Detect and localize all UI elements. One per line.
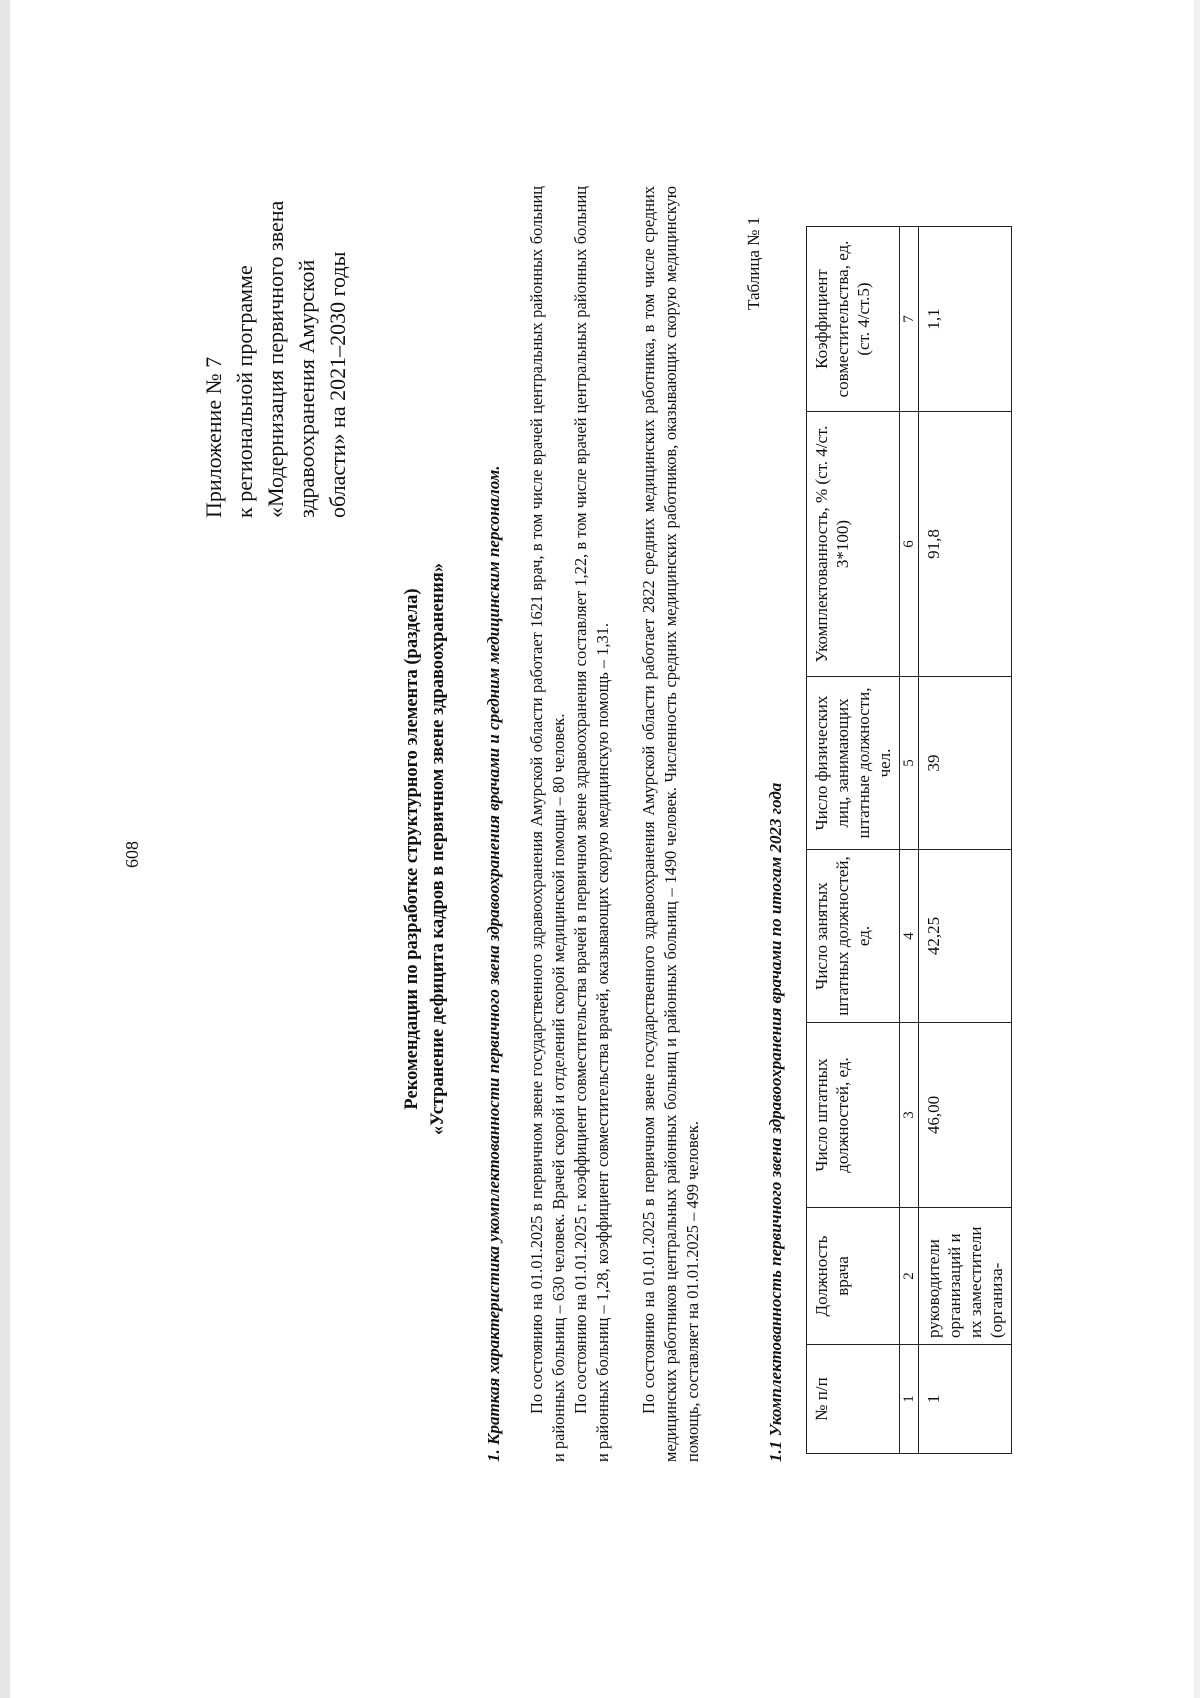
header-cell: № п/п [807, 1345, 900, 1454]
table-cell: руководители организаций и их заместители (организа- [919, 1208, 1012, 1345]
header-cell: Число штатных должностей, ед. [807, 1023, 900, 1208]
document-subtitle: «Устранение дефицита кадров в первичном звене здравоохранения» [428, 562, 448, 1136]
table-subheading: 1.1 Укомплектованность первичного звена здравоохранения врачами по итогам 2023 года [766, 782, 785, 1462]
table-cell: 91,8 [919, 412, 1012, 677]
table-cell: 1 [919, 1345, 1012, 1454]
table-header-row [807, 227, 900, 1454]
column-number-cell: 5 [900, 677, 919, 850]
column-number-cell: 3 [900, 1023, 919, 1208]
table-cell: 39 [919, 677, 1012, 850]
appendix-line: здравоохранения Амурской [294, 259, 319, 518]
table-number: Таблица № 1 [744, 216, 763, 310]
header-cell: Коэффициент совместительства, ед. (ст. 4/ст.5) [807, 227, 900, 412]
table-cell: 1,1 [919, 227, 1012, 412]
appendix-line: области» на 2021–2030 годы [325, 251, 350, 518]
header-cell: Число занятых штатных должностей, ед. [807, 850, 900, 1023]
document-title: Рекомендации по разработке структурного элемента (раздела) [402, 588, 422, 1110]
table-cell: 42,25 [919, 850, 1012, 1023]
paragraph-doctors: По состоянию на 01.01.2025 в первичном звене государственного здравоохранения Амурской области работает 1621 врач, в том числе врачей центральных районных больниц и районных больниц – 630 человек. Врачей скорой и отделений скорой медицинской помощи – 80 человек. [527, 186, 568, 1462]
column-number-cell: 7 [900, 227, 919, 412]
appendix-line: к региональной программе [232, 265, 257, 518]
paragraph-coefficient: По состоянию на 01.01.2025 г. коэффициент совместительства врачей в первичном звене здравоохранения составляет 1,22, в том числе врачей центральных районных больниц и районных больниц – 1,28, коэффициент совместительства врачей, оказывающих скорую медицинскую помощь – 1,31. [571, 186, 612, 1462]
table-cell: 46,00 [919, 1023, 1012, 1208]
column-number-cell: 4 [900, 850, 919, 1023]
paragraph-nurses: По состоянию на 01.01.2025 в первичном звене государственного здравоохранения Амурской области работает 2822 средних медицинских работника, в том числе средних медицинских работников центральных районных больниц и районных больниц – 1490 человек. Численность средних медицинских работников, оказывающих скорую медицинскую помощь, составляет на 01.01.2025 – 499 человек. [639, 186, 702, 1462]
page-number: 608 [122, 841, 142, 868]
table-row [919, 227, 1012, 1454]
header-cell: Укомплектованность, % (ст. 4/ст. 3*100) [807, 412, 900, 677]
section-heading: 1. Краткая характеристика укомплектованности первичного звена здравоохранения врачами и средним медицинским персоналом. [484, 465, 503, 1462]
appendix-header [198, 58, 353, 518]
staffing-table [806, 226, 1012, 1454]
table-column-numbers-row [900, 227, 919, 1454]
column-number-cell: 6 [900, 412, 919, 677]
column-number-cell: 2 [900, 1208, 919, 1345]
header-cell: Число физических лиц, занимающих штатные должности, чел. [807, 677, 900, 850]
appendix-line: «Модернизация первичного звена [263, 200, 288, 518]
appendix-line: Приложение № 7 [201, 356, 226, 518]
header-cell: Должность врача [807, 1208, 900, 1345]
column-number-cell: 1 [900, 1345, 919, 1454]
